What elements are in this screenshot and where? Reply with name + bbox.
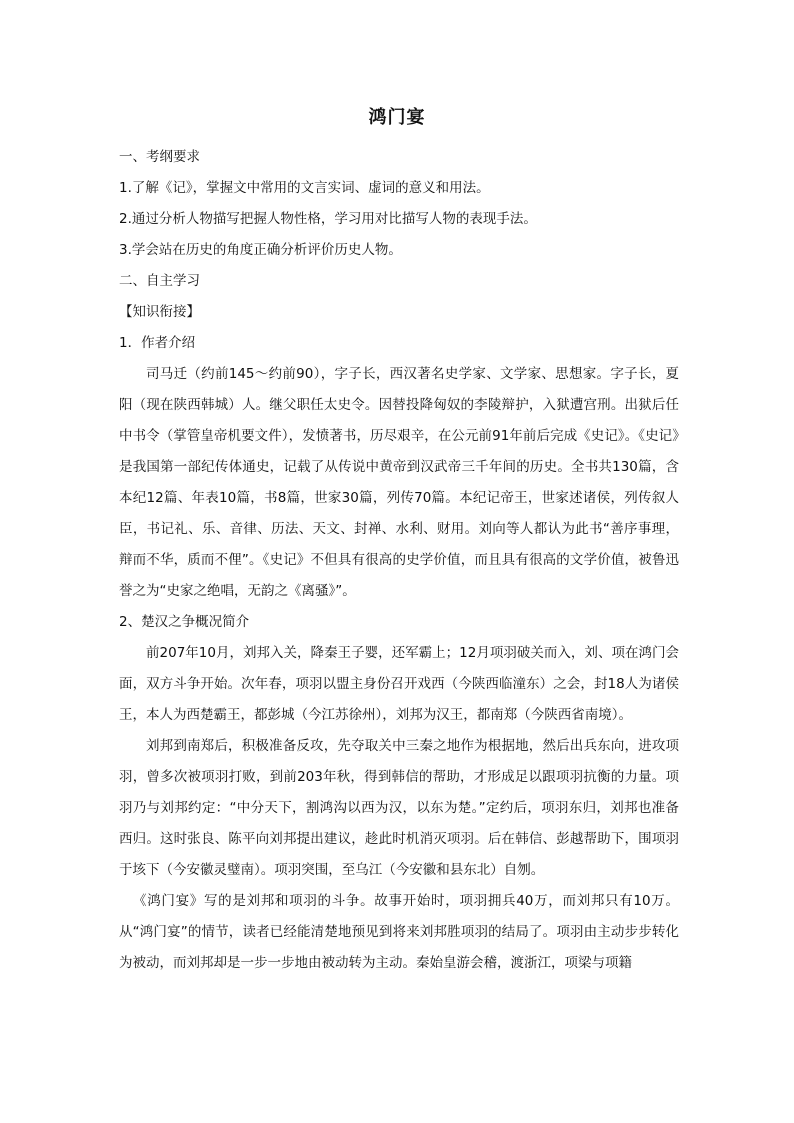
subsection-heading-knowledge: 【知识衔接】 bbox=[119, 304, 200, 320]
document-title: 鸿门宴 bbox=[368, 107, 426, 128]
requirement-item: 2.通过分析人物描写把握人物性格，学习用对比描写人物的表现手法。 bbox=[119, 211, 537, 227]
requirement-item: 1.了解《记》，掌握文中常用的文言实词、虚词的意义和用法。 bbox=[119, 180, 490, 196]
section-heading-self-study: 二、自主学习 bbox=[119, 273, 200, 289]
paragraph-chu-han-2: 刘邦到南郑后，积极准备反攻，先夺取关中三秦之地作为根据地，然后出兵东向，进攻项羽，曾多次被项羽打败，到前203年秋，得到韩信的帮助，才形成足以跟项羽抗衡的力量。项羽乃与刘邦约定：“中分天下，割鸿沟以西为汉，以东为楚。”定约后，项羽东归，刘邦也准备西归。这时张良、陈平向刘邦提出建议，趁此时机消灭项羽。后在韩信、彭越帮助下，围项羽于垓下（今安徽灵璧南）。项羽突围，至乌江（今安徽和县东北）自刎。 bbox=[119, 738, 679, 878]
document-body bbox=[119, 142, 679, 979]
subheading-author: 1．作者介绍 bbox=[119, 335, 196, 351]
requirement-item: 3.学会站在历史的角度正确分析评价历史人物。 bbox=[119, 242, 402, 258]
paragraph-chu-han-1: 前207年10月，刘邦入关，降秦王子婴，还军霸上；12月项羽破关而入，刘、项在鸿门会面，双方斗争开始。次年春，项羽以盟主身份召开戏西（今陕西临潼东）之会，封18人为诸侯王，本人为西楚霸王，都彭城（今江苏徐州），刘邦为汉王，都南郑（今陕西省南境）。 bbox=[119, 645, 679, 723]
section-heading-syllabus: 一、考纲要求 bbox=[119, 149, 200, 165]
paragraph-hongmen-banquet: 《鸿门宴》写的是刘邦和项羽的斗争。故事开始时，项羽拥兵40万，而刘邦只有10万。从“鸿门宴”的情节，读者已经能清楚地预见到将来刘邦胜项羽的结局了。项羽由主动步步转化为被动，而刘邦却是一步一步地由被动转为主动。秦始皇游会稽，渡浙江，项梁与项籍 bbox=[119, 893, 679, 971]
paragraph-author-intro: 司马迁（约前145～约前90），字子长，西汉著名史学家、文学家、思想家。字子长，夏阳（现在陕西韩城）人。继父职任太史令。因替投降匈奴的李陵辩护，入狱遭宫刑。出狱后任中书令（掌管皇帝机要文件），发愤著书，历尽艰辛，在公元前91年前后完成《史记》。《史记》是我国第一部纪传体通史，记载了从传说中黄帝到汉武帝三千年间的历史。全书共130篇，含本纪12篇、年表10篇，书8篇，世家30篇，列传70篇。本纪记帝王，世家述诸侯，列传叙人臣，书记礼、乐、音律、历法、天文、封禅、水利、财用。刘向等人都认为此书“善序事理，辩而不华，质而不俚”。《史记》不但具有很高的史学价值，而且具有很高的文学价值，被鲁迅誉之为“史家之绝唱，无韵之《离骚》”。 bbox=[119, 366, 679, 599]
subheading-chu-han: 2、楚汉之争概况简介 bbox=[119, 614, 250, 630]
